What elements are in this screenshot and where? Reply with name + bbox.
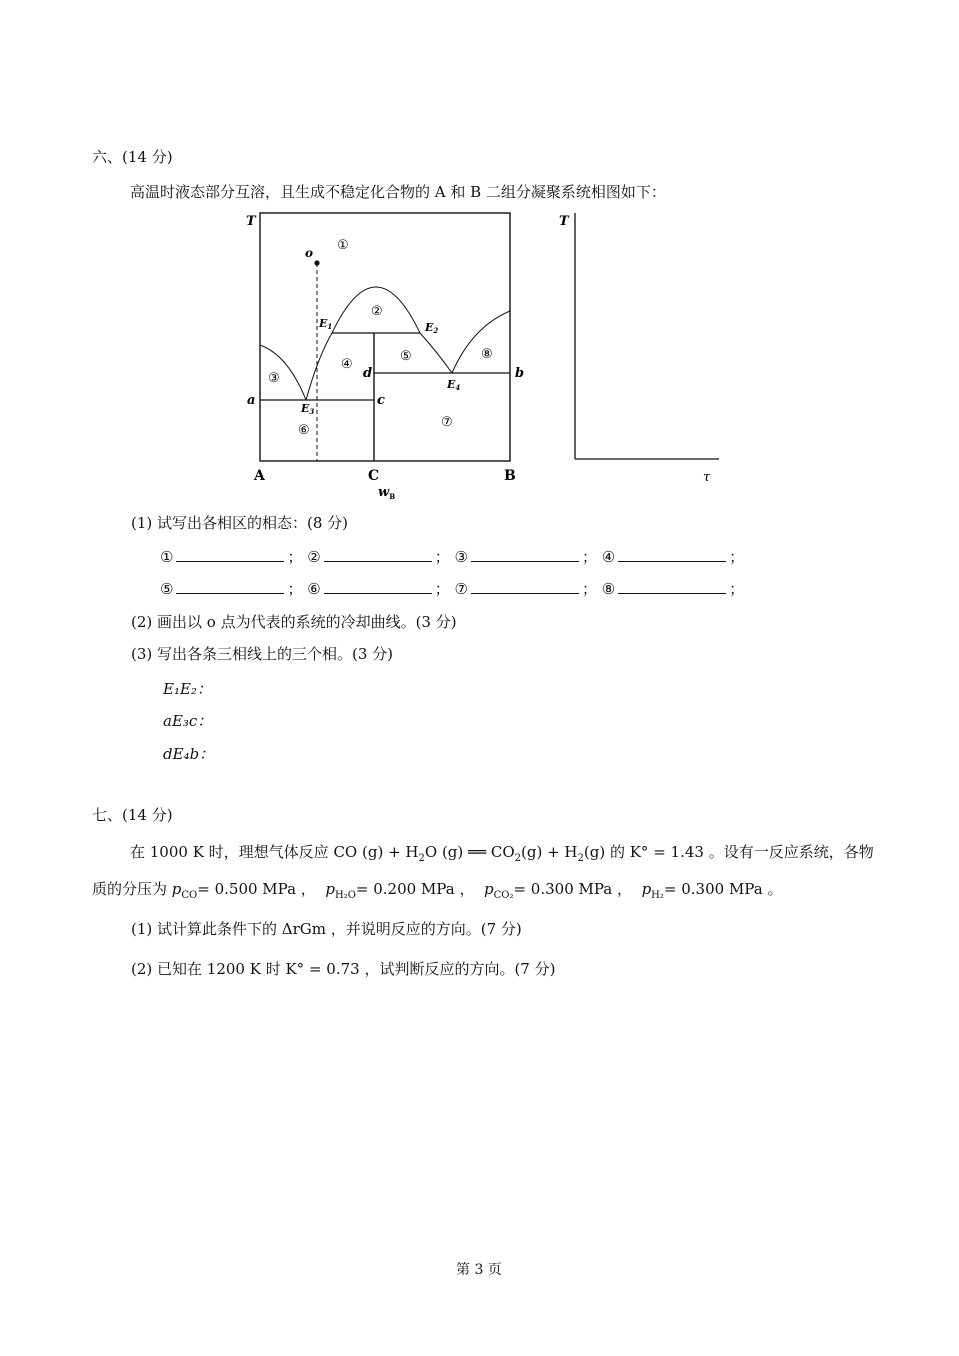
q7-line2 <box>92 878 782 901</box>
answer-8-label: ⑧ <box>601 580 616 598</box>
blank-2[interactable] <box>324 547 432 562</box>
p-h2o: p <box>325 880 335 898</box>
answer-4 <box>602 546 744 567</box>
point-o <box>314 260 319 265</box>
answer-row-2 <box>160 578 744 599</box>
answer-6-label: ⑥ <box>307 580 321 598</box>
answer-4-label: ④ <box>601 548 616 566</box>
answer-7 <box>455 578 597 599</box>
blank-5[interactable] <box>176 579 284 594</box>
sub-2: 2 <box>514 853 521 864</box>
blank-4[interactable] <box>618 547 726 562</box>
label-e2: E2 <box>425 321 439 335</box>
sep: ； <box>581 580 597 598</box>
region-8: ⑧ <box>481 347 493 362</box>
answer-row-1 <box>160 546 744 567</box>
val-co2: = 0.300 MPa ， <box>513 880 633 898</box>
sep: ； <box>434 548 450 566</box>
answer-6 <box>307 578 449 599</box>
sub-2: 2 <box>418 853 425 864</box>
answer-1-label: ① <box>160 548 174 566</box>
answer-5-label: ⑤ <box>160 580 174 598</box>
x-label-b: B <box>504 468 516 484</box>
three-phase-line-2: aE₃c： <box>163 712 213 730</box>
q7-line1-d: (g) 的 K° = 1.43 。设有一反应系统，各物 <box>583 843 874 861</box>
label-o: o <box>305 246 314 260</box>
region-2: ② <box>371 304 383 319</box>
val-co: = 0.500 MPa ， <box>197 880 316 898</box>
q6-intro: 高温时液态部分互溶，且生成不稳定化合物的 A 和 B 二组分凝聚系统相图如下： <box>130 183 666 201</box>
answer-3 <box>455 546 597 567</box>
blank-6[interactable] <box>324 579 432 594</box>
label-a: a <box>247 393 256 408</box>
label-e4: E4 <box>447 378 461 392</box>
label-e1: E1 <box>319 317 333 331</box>
answer-2 <box>307 546 449 567</box>
val-h2: = 0.300 MPa 。 <box>663 880 783 898</box>
sub-h2o: H₂O <box>334 890 356 901</box>
liquidus-left <box>260 345 306 400</box>
q7-line1 <box>130 841 874 864</box>
phase-diagram <box>240 205 530 505</box>
x-axis-var: $w_B$ <box>378 485 396 501</box>
three-phase-line-1: E₁E₂： <box>163 680 212 698</box>
x-label-c: C <box>368 468 380 484</box>
sub-h2: H₂ <box>651 890 664 901</box>
answer-7-label: ⑦ <box>454 580 468 598</box>
label-b: b <box>515 366 525 381</box>
region-1: ① <box>337 238 349 253</box>
q7-part2: (2) 已知在 1200 K 时 K° = 0.73 ，试判断反应的方向。(7 分) <box>131 960 556 978</box>
y-axis-label: T <box>246 214 256 229</box>
region-4: ④ <box>341 357 353 372</box>
sub-2: 2 <box>577 853 584 864</box>
label-c: c <box>377 393 385 408</box>
cooling-x-label: τ <box>703 470 711 485</box>
label-d: d <box>363 366 373 381</box>
x-label-a: A <box>254 468 265 484</box>
q6-heading: 六、(14 分) <box>92 148 173 166</box>
region-7: ⑦ <box>441 415 453 430</box>
answer-2-label: ② <box>307 548 321 566</box>
p-co: p <box>171 880 182 898</box>
val-h2o: = 0.200 MPa ， <box>355 880 475 898</box>
p-h2: p <box>641 880 652 898</box>
q6-part2: (2) 画出以 o 点为代表的系统的冷却曲线。(3 分) <box>131 613 457 631</box>
sep: ； <box>729 548 745 566</box>
q7-part1: (1) 试计算此条件下的 ΔrGm ，并说明反应的方向。(7 分) <box>131 920 522 938</box>
q7-line1-a: 在 1000 K 时，理想气体反应 CO (g) + H <box>130 843 419 861</box>
page-footer: 第 3 页 <box>456 1262 502 1278</box>
sep: ； <box>434 580 450 598</box>
q7-heading: 七、(14 分) <box>92 806 173 824</box>
liquidus-right <box>452 311 510 373</box>
region-6: ⑥ <box>298 423 310 438</box>
blank-3[interactable] <box>471 547 579 562</box>
q6-part1: (1) 试写出各相区的相态：(8 分) <box>131 514 349 532</box>
blank-7[interactable] <box>471 579 579 594</box>
q7-line2-prefix: 质的分压为 <box>92 880 168 898</box>
region-5: ⑤ <box>400 349 412 364</box>
region-3: ③ <box>268 371 280 386</box>
q7-line1-c: (g) + H <box>521 843 578 861</box>
sub-co2: CO₂ <box>493 890 514 901</box>
blank-1[interactable] <box>176 547 284 562</box>
label-e3: E3 <box>301 402 315 416</box>
sep: ； <box>729 580 745 598</box>
answer-5 <box>160 578 302 599</box>
sep: ； <box>581 548 597 566</box>
sep: ； <box>287 580 303 598</box>
three-phase-line-3: dE₄b： <box>163 745 215 763</box>
answer-1 <box>160 546 302 567</box>
q7-line1-b: O (g) ══ CO <box>424 843 515 861</box>
sub-co: CO <box>181 890 198 901</box>
blank-8[interactable] <box>618 579 726 594</box>
q6-part3: (3) 写出各条三相线上的三个相。(3 分) <box>131 645 394 663</box>
cooling-curve-axes <box>552 205 727 495</box>
liquidus-e2-e4 <box>420 333 452 373</box>
sep: ； <box>287 548 303 566</box>
p-co2: p <box>484 880 494 898</box>
answer-8 <box>602 578 744 599</box>
liquidus-e3-e1 <box>306 333 332 400</box>
cooling-y-label: T <box>559 214 569 229</box>
answer-3-label: ③ <box>454 548 468 566</box>
